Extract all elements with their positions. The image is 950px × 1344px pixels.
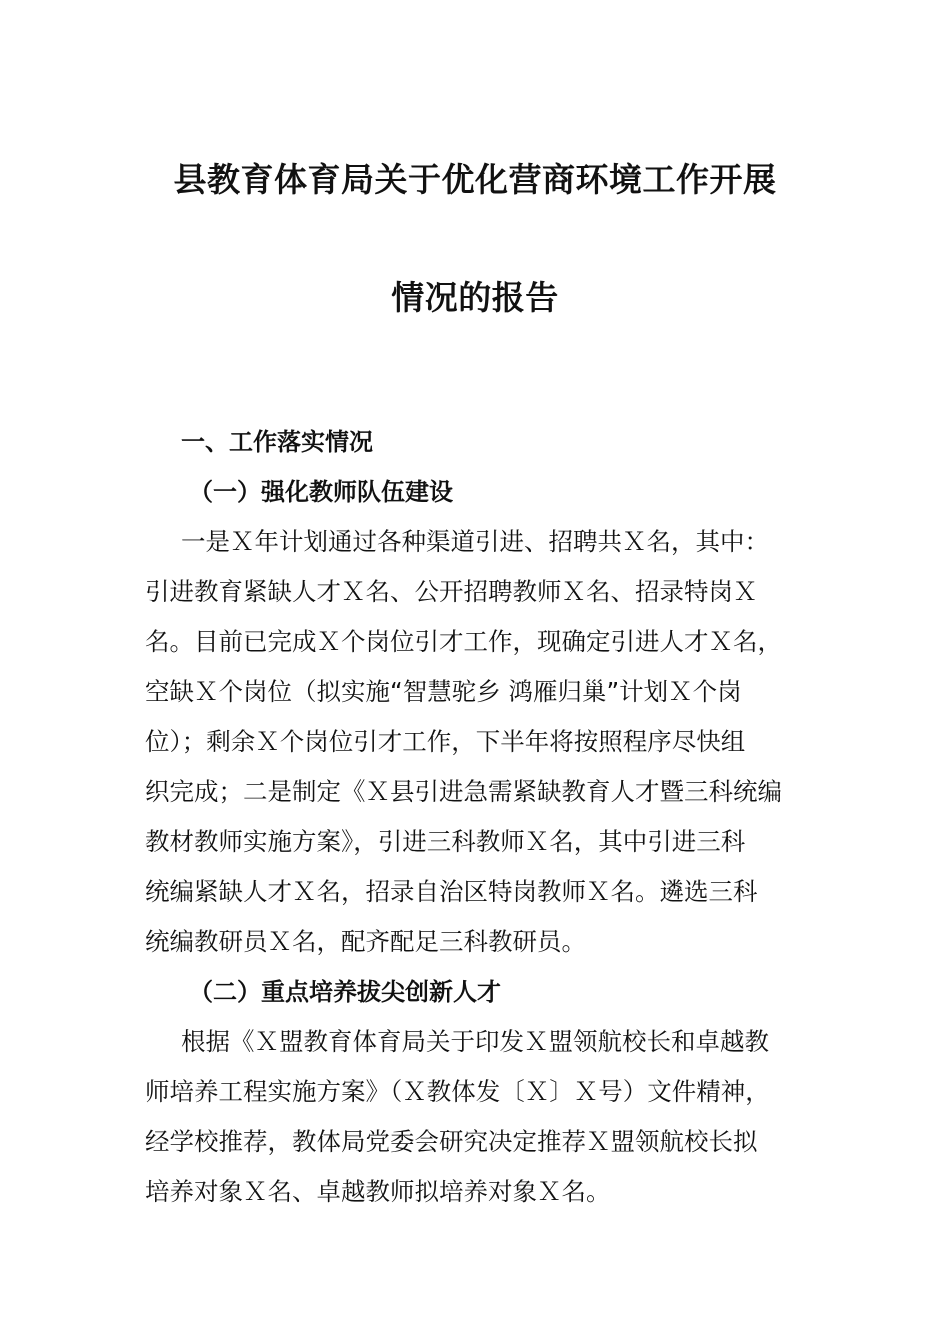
subsection-heading-1: （一）强化教师队伍建设 — [189, 478, 453, 506]
paragraph-line: 织完成；二是制定《Ｘ县引进急需紧缺教育人才暨三科统编 — [145, 777, 782, 806]
paragraph-line: 经学校推荐，教体局党委会研究决定推荐Ｘ盟领航校长拟 — [145, 1127, 758, 1156]
section-heading: 一、工作落实情况 — [181, 428, 373, 456]
document-title-line-1: 县教育体育局关于优化营商环境工作开展 — [173, 160, 777, 199]
document-body — [145, 417, 805, 1217]
document-title-line-2: 情况的报告 — [391, 278, 559, 317]
subsection-heading-2: （二）重点培养拔尖创新人才 — [189, 978, 501, 1006]
paragraph-line: 空缺Ｘ个岗位（拟实施“智慧驼乡 鸿雁归巢”计划Ｘ个岗 — [145, 677, 742, 706]
paragraph-line: 名。目前已完成Ｘ个岗位引才工作，现确定引进人才Ｘ名， — [145, 627, 782, 656]
paragraph-line: 一是Ｘ年计划通过各种渠道引进、招聘共Ｘ名，其中： — [181, 527, 769, 556]
paragraph-line: 引进教育紧缺人才Ｘ名、公开招聘教师Ｘ名、招录特岗Ｘ — [145, 577, 758, 606]
paragraph-line: 统编教研员Ｘ名，配齐配足三科教研员。 — [145, 927, 586, 956]
paragraph-line: 位）；剩余Ｘ个岗位引才工作，下半年将按照程序尽快组 — [145, 727, 746, 756]
paragraph-line: 统编紧缺人才Ｘ名，招录自治区特岗教师Ｘ名。遴选三科 — [145, 877, 758, 906]
paragraph-teacher-team — [145, 517, 805, 967]
paragraph-line: 根据《Ｘ盟教育体育局关于印发Ｘ盟领航校长和卓越教 — [181, 1027, 769, 1056]
paragraph-line: 师培养工程实施方案》（Ｘ教体发〔Ｘ〕Ｘ号）文件精神， — [145, 1077, 770, 1106]
paragraph-talent-cultivation — [145, 1017, 805, 1217]
paragraph-line: 教材教师实施方案》，引进三科教师Ｘ名，其中引进三科 — [145, 827, 746, 856]
paragraph-line: 培养对象Ｘ名、卓越教师拟培养对象Ｘ名。 — [145, 1177, 611, 1206]
